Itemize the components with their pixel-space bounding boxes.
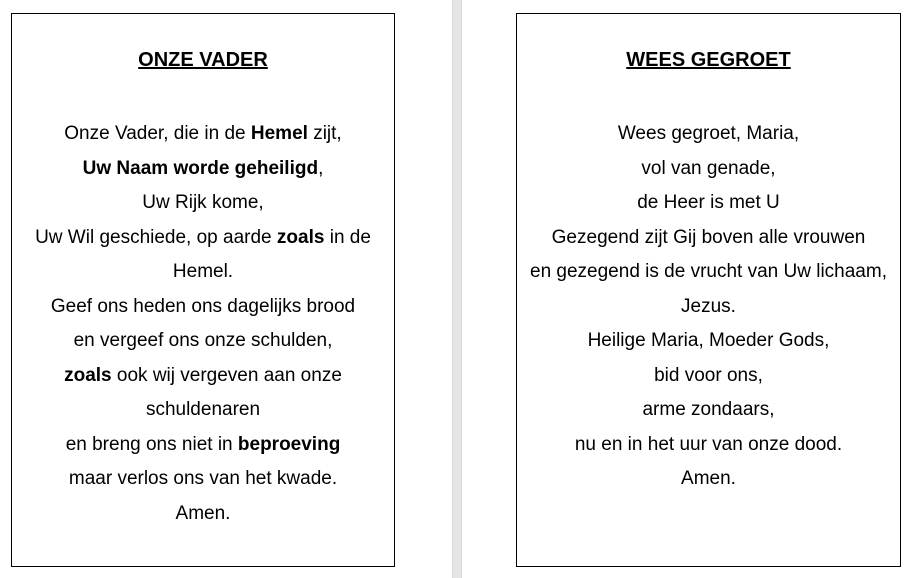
prayer-line-2: vol van genade, — [641, 157, 776, 179]
prayer-line-6: Heilige Maria, Moeder Gods, — [587, 330, 830, 351]
prayer-line-5: en gezegend is de vrucht van Uw lichaam, Jezus. — [530, 261, 887, 317]
prayer-line-9: maar verlos ons van het kwade. — [68, 468, 338, 489]
wees-gegroet-panel — [516, 13, 901, 567]
prayer-line-7: bid voor ons, — [654, 364, 763, 386]
prayer-line-1: Onze Vader, die in de Hemel zijt, — [64, 123, 342, 144]
prayer-line-4: Uw Wil geschiede, op aarde zoals in de Hemel. — [35, 226, 371, 282]
prayer-line-10: Amen. — [681, 468, 736, 489]
wees-gegroet-text — [517, 117, 900, 497]
prayer-line-3: de Heer is met U — [637, 192, 780, 213]
prayer-line-1: Wees gegroet, Maria, — [617, 123, 800, 144]
prayer-line-10: Amen. — [175, 502, 231, 524]
prayer-line-2: Uw Naam worde geheiligd, — [82, 157, 324, 179]
prayer-line-7: zoals ook wij vergeven aan onze schuldenaren — [64, 364, 342, 420]
onze-vader-text — [12, 117, 394, 531]
prayer-line-4: Gezegend zijt Gij boven alle vrouwen — [551, 226, 866, 248]
prayer-line-9: nu en in het uur van onze dood. — [574, 433, 843, 455]
onze-vader-title: ONZE VADER — [138, 49, 268, 71]
page-divider — [452, 0, 462, 578]
prayer-line-6: en vergeef ons onze schulden, — [73, 330, 333, 351]
onze-vader-panel — [11, 13, 395, 567]
prayer-line-8: en breng ons niet in beproeving — [65, 433, 341, 455]
wees-gegroet-title: WEES GEGROET — [626, 49, 791, 71]
prayer-line-5: Geef ons heden ons dagelijks brood — [50, 295, 356, 317]
prayer-line-8: arme zondaars, — [642, 399, 775, 420]
prayer-line-3: Uw Rijk kome, — [142, 192, 264, 213]
